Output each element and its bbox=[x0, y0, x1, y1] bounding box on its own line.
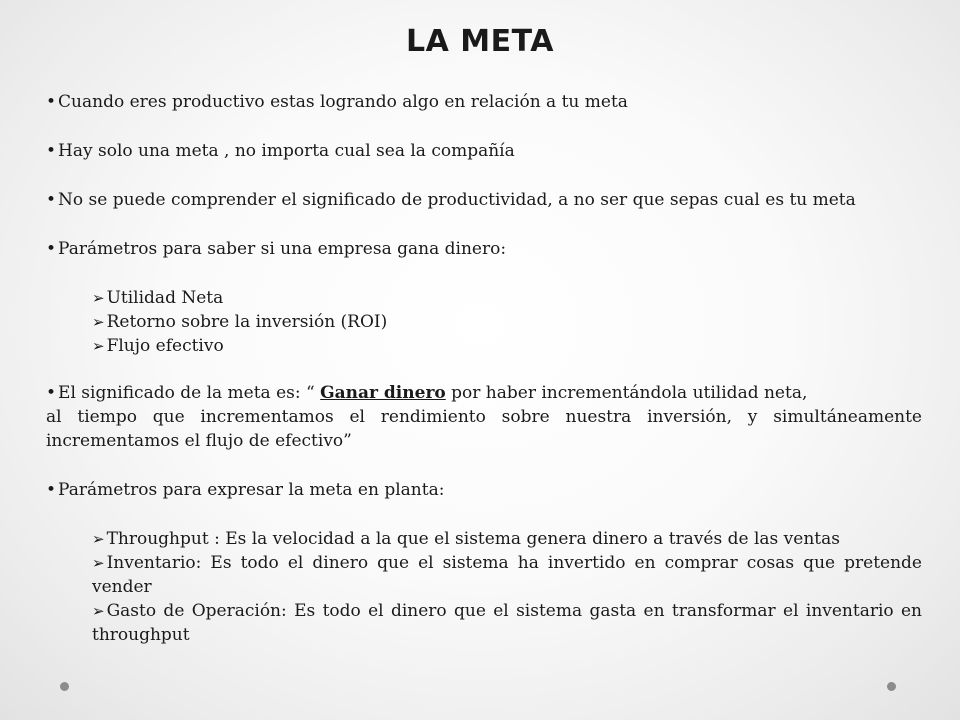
bullet-2-text: Hay solo una meta , no importa cual sea la compañía bbox=[58, 141, 515, 161]
bullet-icon: • bbox=[46, 190, 57, 210]
bullet-3 bbox=[46, 188, 922, 212]
quote-open: “ bbox=[306, 383, 321, 403]
arrow-icon: ➢ bbox=[92, 313, 105, 331]
sub-item-text: Gasto de Operación: Es todo el dinero que el sistema gasta en transformar el inventario en throughput bbox=[92, 601, 922, 645]
arrow-icon: ➢ bbox=[92, 289, 105, 307]
sub-item bbox=[92, 527, 922, 551]
sub-item bbox=[92, 599, 922, 647]
slide-title: LA META bbox=[406, 24, 554, 59]
bullet-3-text: No se puede comprender el significado de productividad, a no ser que sepas cual es tu meta bbox=[58, 190, 856, 210]
bullet-1-text: Cuando eres productivo estas logrando algo en relación a tu meta bbox=[58, 92, 628, 112]
sub-item-text: Throughput : Es la velocidad a la que el sistema genera dinero a través de las ventas bbox=[106, 529, 840, 549]
bullet-5 bbox=[46, 381, 922, 453]
bullet-icon: • bbox=[46, 480, 57, 500]
sub-item-text: Retorno sobre la inversión (ROI) bbox=[106, 312, 388, 332]
bullet-icon: • bbox=[46, 141, 57, 161]
bullet-icon: • bbox=[46, 92, 57, 112]
arrow-icon: ➢ bbox=[92, 337, 105, 355]
sub-item-text: Flujo efectivo bbox=[106, 336, 224, 356]
goal-highlight: Ganar dinero bbox=[320, 383, 446, 403]
bullet-6-text: Parámetros para expresar la meta en planta: bbox=[58, 480, 445, 500]
sub-item bbox=[92, 334, 922, 358]
bullet-icon: • bbox=[46, 239, 57, 259]
arrow-icon: ➢ bbox=[92, 602, 105, 620]
bullet-4 bbox=[46, 237, 922, 261]
arrow-icon: ➢ bbox=[92, 554, 105, 572]
sub-item-text: Utilidad Neta bbox=[106, 288, 224, 308]
decorative-dot-right bbox=[887, 682, 896, 691]
bullet-4-text: Parámetros para saber si una empresa gana dinero: bbox=[58, 239, 507, 259]
bullet-icon: • bbox=[46, 383, 57, 403]
bullet-5-text-post: por haber incrementándola utilidad neta, bbox=[445, 383, 808, 403]
arrow-icon: ➢ bbox=[92, 530, 105, 548]
slide-content bbox=[46, 90, 922, 647]
bullet-1 bbox=[46, 90, 922, 114]
bullet-2 bbox=[46, 139, 922, 163]
bullet-5-continuation: al tiempo que incrementamos el rendimiento sobre nuestra inversión, y simultáneamente incrementamos el flujo de efectivo” bbox=[46, 407, 922, 451]
bullet-6 bbox=[46, 478, 922, 502]
sub-item bbox=[92, 310, 922, 334]
sub-item bbox=[92, 286, 922, 310]
sub-item bbox=[92, 551, 922, 599]
sub-item-text: Inventario: Es todo el dinero que el sistema ha invertido en comprar cosas que pretende vender bbox=[92, 553, 922, 597]
bullet-5-text: El significado de la meta es: bbox=[58, 383, 307, 403]
decorative-dot-left bbox=[60, 682, 69, 691]
